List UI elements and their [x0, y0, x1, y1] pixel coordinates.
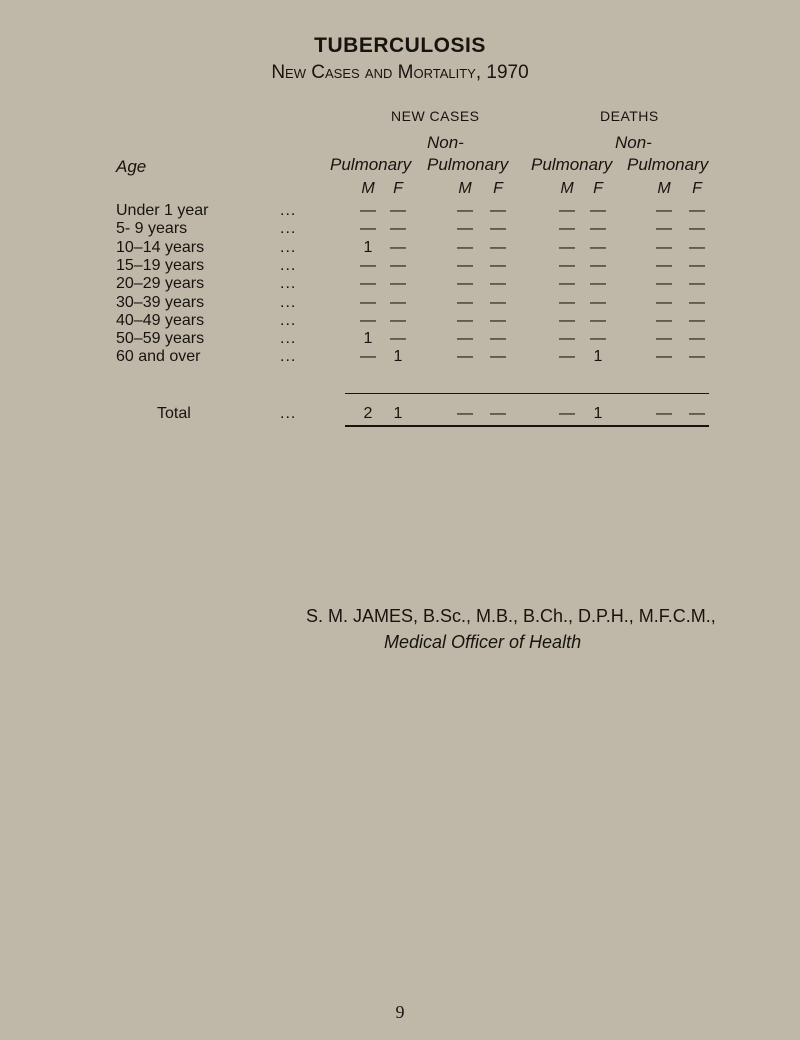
header-f-1: F [393, 180, 403, 197]
table-cell: — [490, 330, 506, 347]
row-label: 50–59 years [116, 330, 205, 347]
table-cell: — [390, 312, 406, 329]
table-cell: 1 [363, 330, 373, 347]
table-cell: — [457, 257, 473, 274]
row-label: Under 1 year [116, 202, 209, 219]
total-cell: 2 [363, 405, 373, 422]
table-cell: — [490, 348, 506, 365]
table-cell: — [559, 294, 575, 311]
table-cell: — [656, 275, 672, 292]
table-cell: — [490, 257, 506, 274]
table-cell: — [490, 202, 506, 219]
table-cell: — [656, 348, 672, 365]
header-pulmonary-2: Pulmonary [427, 155, 509, 174]
table-cell: — [457, 275, 473, 292]
signature-role: Medical Officer of Health [384, 632, 582, 652]
table-cell: — [590, 239, 606, 256]
table-cell: — [390, 294, 406, 311]
table-cell: — [590, 275, 606, 292]
table-cell: — [360, 294, 376, 311]
table-cell: — [490, 239, 506, 256]
header-m-2: M [458, 180, 472, 197]
table-cell: — [457, 330, 473, 347]
table-cell: — [689, 312, 705, 329]
total-cell: 1 [593, 405, 603, 422]
page-number: 9 [395, 1002, 405, 1022]
table-cell: — [457, 239, 473, 256]
table-cell: — [590, 312, 606, 329]
table-cell: — [656, 202, 672, 219]
table-cell: — [590, 294, 606, 311]
row-label: 15–19 years [116, 257, 205, 274]
table-cell: — [390, 202, 406, 219]
header-m-3: M [560, 180, 574, 197]
header-pulmonary-1: Pulmonary [330, 155, 412, 174]
header-new-cases: NEW CASES [391, 108, 480, 124]
row-dots: ... [280, 257, 297, 274]
table-cell: — [656, 220, 672, 237]
table-cell: — [689, 220, 705, 237]
row-dots: ... [280, 275, 297, 292]
table-cell: — [559, 257, 575, 274]
row-dots: ... [280, 330, 297, 347]
table-cell: — [390, 257, 406, 274]
table-cell: — [360, 348, 376, 365]
row-label: 40–49 years [116, 312, 205, 329]
table-cell: — [559, 202, 575, 219]
header-deaths: DEATHS [600, 108, 659, 124]
table-cell: — [457, 312, 473, 329]
row-label: 30–39 years [116, 294, 205, 311]
header-f-2: F [493, 180, 503, 197]
header-m-1: M [361, 180, 375, 197]
table-cell: — [656, 312, 672, 329]
table-cell: — [559, 330, 575, 347]
header-pulmonary-4: Pulmonary [627, 155, 709, 174]
table-cell: — [656, 257, 672, 274]
table-cell: — [689, 257, 705, 274]
table-cell: — [559, 312, 575, 329]
row-dots: ... [280, 220, 297, 237]
table-cell: — [490, 275, 506, 292]
total-cell: 1 [393, 405, 403, 422]
header-age: Age [116, 157, 147, 176]
table-cell: — [590, 220, 606, 237]
table-cell: — [656, 330, 672, 347]
row-label: 10–14 years [116, 239, 205, 256]
table-cell: — [559, 275, 575, 292]
table-cell: — [457, 220, 473, 237]
table-cell: — [590, 202, 606, 219]
table-cell: — [360, 312, 376, 329]
table-cell: — [360, 275, 376, 292]
table-cell: 1 [593, 348, 603, 365]
table-cell: — [457, 202, 473, 219]
table-cell: — [490, 220, 506, 237]
table-cell: — [390, 239, 406, 256]
header-non-2: Non- [615, 133, 652, 152]
table-cell: — [656, 294, 672, 311]
total-cell: — [656, 405, 672, 422]
row-dots: ... [280, 312, 297, 329]
table-cell: — [360, 202, 376, 219]
total-rule-bottom [345, 425, 709, 427]
table-cell: — [390, 330, 406, 347]
table-cell: — [590, 330, 606, 347]
total-cell: — [689, 405, 705, 422]
row-label: 60 and over [116, 348, 201, 365]
total-label: Total [157, 405, 191, 422]
header-f-3: F [593, 180, 603, 197]
table-cell: — [689, 294, 705, 311]
row-dots: ... [280, 239, 297, 256]
table-cell: — [360, 257, 376, 274]
table-cell: — [559, 348, 575, 365]
table-cell: — [490, 312, 506, 329]
table-cell: — [390, 220, 406, 237]
total-dots: ... [280, 405, 297, 422]
row-label: 5- 9 years [116, 220, 188, 237]
table-cell: — [656, 239, 672, 256]
table-cell: 1 [363, 239, 373, 256]
row-dots: ... [280, 294, 297, 311]
table-cell: 1 [393, 348, 403, 365]
page-subtitle: New Cases and Mortality, 1970 [271, 62, 529, 83]
header-non-1: Non- [427, 133, 464, 152]
total-cell: — [559, 405, 575, 422]
row-dots: ... [280, 202, 297, 219]
header-f-4: F [692, 180, 702, 197]
table-cell: — [457, 348, 473, 365]
table-cell: — [490, 294, 506, 311]
page-title: TUBERCULOSIS [314, 34, 486, 57]
table-cell: — [559, 239, 575, 256]
table-cell: — [457, 294, 473, 311]
table-cell: — [689, 348, 705, 365]
table-cell: — [689, 330, 705, 347]
table-cell: — [559, 220, 575, 237]
row-dots: ... [280, 348, 297, 365]
table-cell: — [360, 220, 376, 237]
table-cell: — [689, 239, 705, 256]
table-cell: — [689, 202, 705, 219]
total-cell: — [490, 405, 506, 422]
signature-name: S. M. JAMES, B.Sc., M.B., B.Ch., D.P.H., M.F.C.M., [306, 606, 716, 626]
total-cell: — [457, 405, 473, 422]
header-m-4: M [657, 180, 671, 197]
header-pulmonary-3: Pulmonary [531, 155, 613, 174]
table-cell: — [590, 257, 606, 274]
row-label: 20–29 years [116, 275, 205, 292]
table-cell: — [390, 275, 406, 292]
table-cell: — [689, 275, 705, 292]
total-rule-top [345, 393, 709, 394]
